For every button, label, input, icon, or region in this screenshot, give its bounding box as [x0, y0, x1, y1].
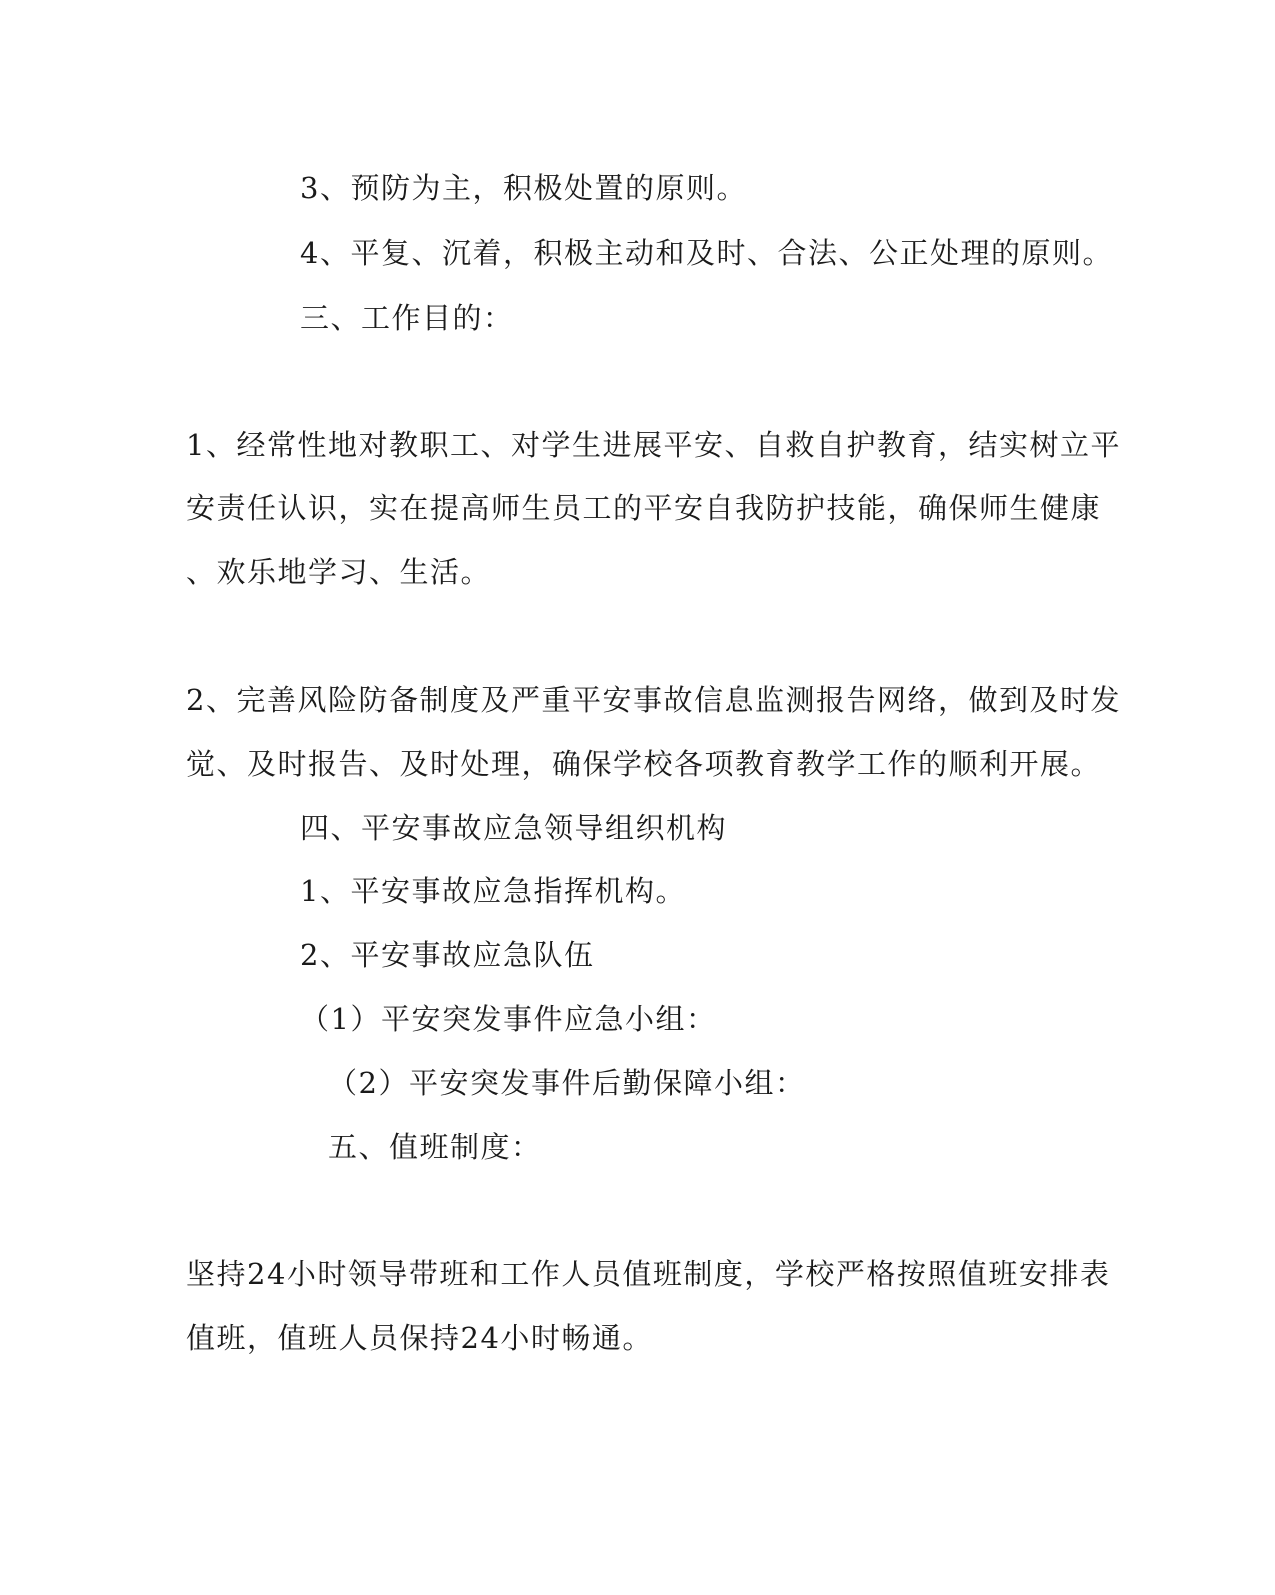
- section-heading-5: 五、值班制度：: [328, 1130, 542, 1164]
- goal-2-line-1: 2、完善风险防备制度及严重平安事故信息监测报告网络，做到及时发: [186, 683, 1121, 717]
- section-heading-4: 四、平安事故应急领导组织机构: [300, 811, 728, 845]
- goal-1-line-1: 1、经常性地对教职工、对学生进展平安、自救自护教育，结实树立平: [186, 428, 1121, 462]
- org-item-2: 2、平安事故应急队伍: [300, 938, 595, 972]
- org-subitem-1: （1）平安突发事件应急小组：: [300, 1002, 717, 1036]
- duty-line-2: 值班，值班人员保持24小时畅通。: [186, 1321, 653, 1355]
- org-subitem-2: （2）平安突发事件后勤保障小组：: [328, 1066, 806, 1100]
- duty-line-1: 坚持24小时领导带班和工作人员值班制度，学校严格按照值班安排表: [186, 1257, 1111, 1291]
- org-item-1: 1、平安事故应急指挥机构。: [300, 874, 686, 908]
- goal-1-line-2: 安责任认识，实在提高师生员工的平安自我防护技能，确保师生健康: [186, 491, 1102, 525]
- section-heading-3: 三、工作目的：: [300, 301, 514, 335]
- goal-2-line-2: 觉、及时报告、及时处理，确保学校各项教育教学工作的顺利开展。: [186, 747, 1102, 781]
- principle-4: 4、平复、沉着，积极主动和及时、合法、公正处理的原则。: [300, 236, 1113, 270]
- principle-3: 3、预防为主，积极处置的原则。: [300, 171, 747, 205]
- goal-1-line-3: 、欢乐地学习、生活。: [186, 555, 492, 589]
